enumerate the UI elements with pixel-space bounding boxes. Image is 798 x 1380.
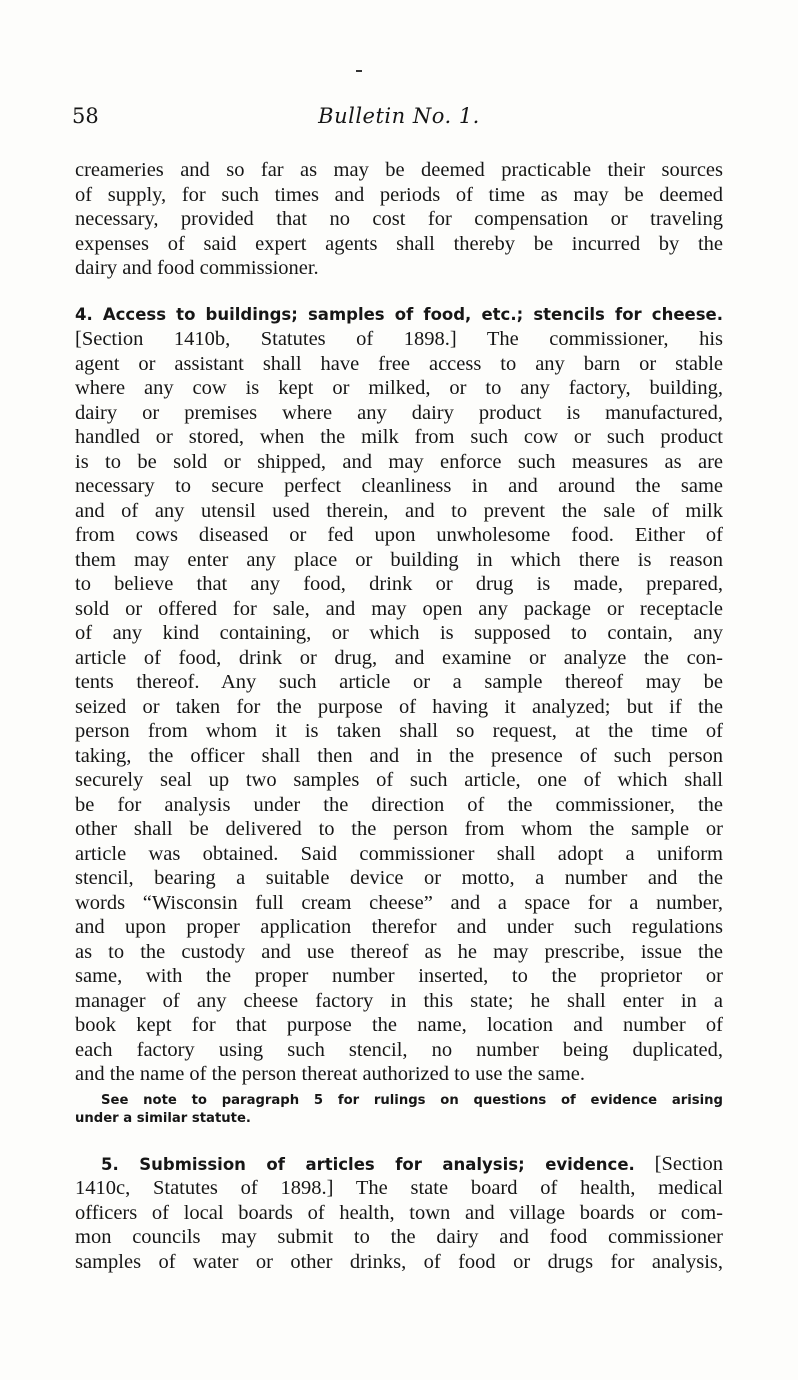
text-line: samples of water or other drinks, of food or drugs for analysis,	[75, 1250, 723, 1273]
page-body	[75, 158, 723, 1274]
text-line: expenses of said expert agents shall thereby be incurred by the	[75, 232, 723, 255]
text-line: officers of local boards of health, town and village boards or com-	[75, 1201, 723, 1224]
text-line: creameries and so far as may be deemed practicable their sources	[75, 159, 723, 181]
text-line: and of any utensil used therein, and to prevent the sale of milk	[75, 499, 723, 522]
section-heading: 5. Submission of articles for analysis; evidence.	[101, 1154, 635, 1174]
text-line	[75, 1152, 723, 1177]
text-line: article of food, drink or drug, and examine or analyze the con-	[75, 646, 723, 669]
note-line: under a similar statute.	[75, 1110, 251, 1126]
paragraph-intro	[75, 158, 723, 281]
text-line: book kept for that purpose the name, location and number of	[75, 1014, 723, 1036]
text-line: and upon proper application therefor and under such regulations	[75, 916, 723, 938]
print-speck	[356, 70, 362, 72]
section-4	[75, 303, 723, 1087]
text-line: sold or offered for sale, and may open any package or receptacle	[75, 597, 723, 620]
text-line: of supply, for such times and periods of time as may be deemed	[75, 183, 723, 206]
text-line: is to be sold or shipped, and may enforce such measures as are	[75, 450, 723, 473]
text-line: manager of any cheese factory in this state; he shall enter in a	[75, 989, 723, 1012]
text-line: person from whom it is taken shall so request, at the time of	[75, 720, 723, 742]
text-line: and the name of the person thereat authorized to use the same.	[75, 1063, 586, 1085]
text-line: agent or assistant shall have free access to any barn or stable	[75, 352, 723, 375]
text-line: 1410c, Statutes of 1898.] The state board of health, medical	[75, 1177, 723, 1199]
text-line: of any kind containing, or which is supposed to contain, any	[75, 622, 723, 644]
page-number: 58	[72, 104, 99, 128]
text-line: dairy and food commissioner.	[75, 257, 319, 279]
text-line: them may enter any place or building in which there is reason	[75, 548, 723, 571]
note-line: See note to paragraph 5 for rulings on questions of evidence arising	[101, 1092, 723, 1108]
text-line: same, with the proper number inserted, to the proprietor or	[75, 965, 723, 987]
text-line: necessary to secure perfect cleanliness in and around the same	[75, 475, 723, 497]
section-heading: 4. Access to buildings; samples of food, etc.; stencils for cheese.	[75, 304, 723, 324]
section-5	[75, 1152, 723, 1275]
text-line: each factory using such stencil, no number being duplicated,	[75, 1038, 723, 1061]
text-line: mon councils may submit to the dairy and food commissioner	[75, 1226, 723, 1248]
text-line: seized or taken for the purpose of having it analyzed; but if the	[75, 695, 723, 718]
text-line: to believe that any food, drink or drug is made, prepared,	[75, 573, 723, 595]
text-line: handled or stored, when the milk from such cow or such product	[75, 426, 723, 448]
citation-start: [Section	[654, 1152, 723, 1175]
editorial-note	[75, 1092, 723, 1128]
text-line: be for analysis under the direction of the commissioner, the	[75, 793, 723, 816]
text-line: necessary, provided that no cost for compensation or traveling	[75, 208, 723, 230]
text-line: article was obtained. Said commissioner shall adopt a uniform	[75, 842, 723, 865]
running-title: Bulletin No. 1.	[318, 104, 480, 128]
text-line: from cows diseased or fed upon unwholesome food. Either of	[75, 524, 723, 546]
text-line: where any cow is kept or milked, or to any factory, building,	[75, 377, 723, 399]
text-line: [Section 1410b, Statutes of 1898.] The commissioner, his	[75, 328, 723, 350]
text-line: words “Wisconsin full cream cheese” and a space for a number,	[75, 891, 723, 914]
text-line: taking, the officer shall then and in the presence of such person	[75, 744, 723, 767]
running-head	[72, 104, 726, 134]
text-line: tents thereof. Any such article or a sample thereof may be	[75, 671, 723, 693]
text-line: other shall be delivered to the person from whom the sample or	[75, 818, 723, 840]
text-line: as to the custody and use thereof as he may prescribe, issue the	[75, 940, 723, 963]
text-line: dairy or premises where any dairy product is manufactured,	[75, 401, 723, 424]
text-line: stencil, bearing a suitable device or motto, a number and the	[75, 867, 723, 889]
text-line: securely seal up two samples of such article, one of which shall	[75, 769, 723, 791]
